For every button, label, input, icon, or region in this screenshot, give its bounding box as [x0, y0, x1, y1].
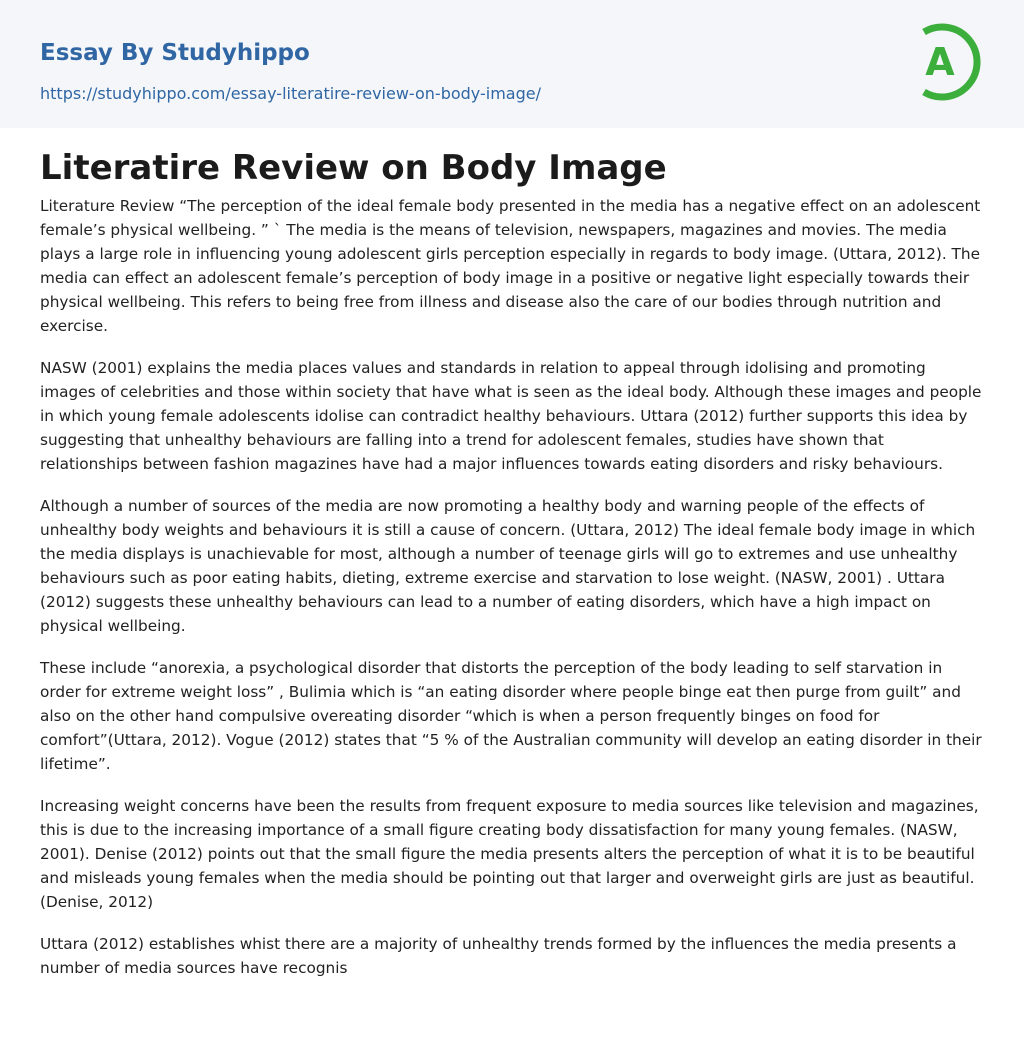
essay-paragraph-1: Literature Review “The perception of the ideal female body presented in the media has a negative effect on an adolescent female’s physical wellbeing. ” ` The media is the means of television, newspapers, magazines and movies. The media plays a large role in influencing young adolescent girls perception especially in regards to body image. (Uttara, 2012). The media can effect an adolescent female’s perception of body image in a positive or negative light especially towards their physical wellbeing. This refers to being free from illness and disease also the care of our bodies through nutrition and exercise.: [40, 197, 981, 335]
page-title: Literatire Review on Body Image: [40, 148, 667, 188]
studyhippo-logo-icon[interactable]: [912, 18, 988, 106]
essay-url-link[interactable]: https://studyhippo.com/essay-literatire-review-on-body-image/: [40, 84, 541, 103]
essay-body: [40, 194, 984, 980]
essay-paragraph-4: These include “anorexia, a psychological disorder that distorts the perception of the body leading to self starvation in order for extreme weight loss” , Bulimia which is “an eating disorder where people binge eat then purge from guilt” and also on the other hand compulsive overeating disorder “which is when a person frequently binges on food for comfort”(Uttara, 2012). Vogue (2012) states that “5 % of the Australian community will develop an eating disorder in their lifetime”.: [40, 659, 982, 773]
essay-main: [0, 128, 1024, 980]
essay-paragraph-3: Although a number of sources of the media are now promoting a healthy body and warning people of the effects of unhealthy body weights and behaviours it is still a cause of concern. (Uttara, 2012) The ideal female body image in which the media displays is unachievable for most, although a number of teenage girls will go to extremes and use unhealthy behaviours such as poor eating habits, dieting, extreme exercise and starvation to lose weight. (NASW, 2001) . Uttara (2012) suggests these unhealthy behaviours can lead to a number of eating disorders, which have a high impact on physical wellbeing.: [40, 497, 976, 635]
logo-letter: A: [925, 40, 955, 84]
essay-paragraph-6: Uttara (2012) establishes whist there are a majority of unhealthy trends formed by the influences the media presents a number of media sources have recognis: [40, 935, 957, 977]
essay-paragraph-5: Increasing weight concerns have been the results from frequent exposure to media sources like television and magazines, this is due to the increasing importance of a small figure creating body dissatisfaction for many young females. (NASW, 2001). Denise (2012) points out that the small figure the media presents alters the perception of what it is to be beautiful and misleads young females when the media should be pointing out that larger and overweight girls are just as beautiful. (Denise, 2012): [40, 797, 979, 911]
site-header: [0, 0, 1024, 128]
essay-paragraph-2: NASW (2001) explains the media places values and standards in relation to appeal through idolising and promoting images of celebrities and those within society that have what is seen as the ideal body. Although these images and people in which young female adolescents idolise can contradict healthy behaviours. Uttara (2012) further supports this idea by suggesting that unhealthy behaviours are falling into a trend for adolescent females, studies have shown that relationships between fashion magazines have had a major influences towards eating disorders and risky behaviours.: [40, 359, 982, 473]
brand-title[interactable]: Essay By Studyhippo: [40, 40, 310, 66]
